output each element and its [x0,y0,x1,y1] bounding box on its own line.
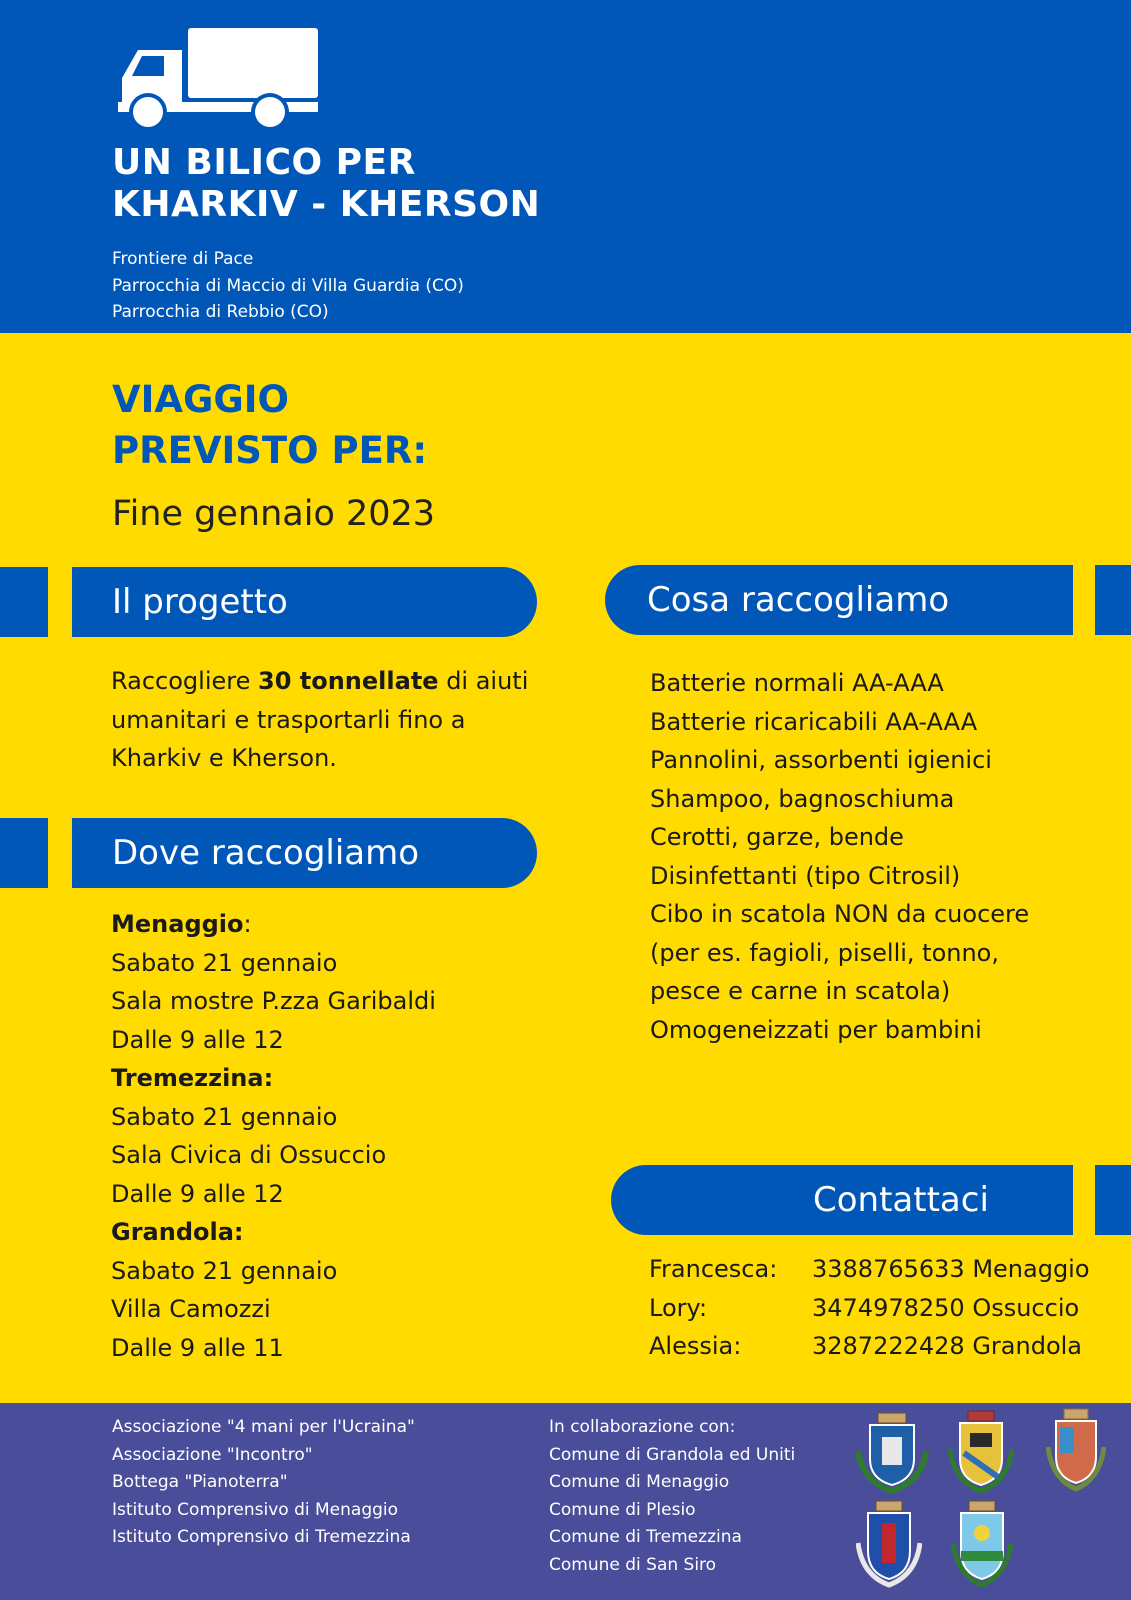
collect-list [650,664,1029,1049]
collect-item: Cerotti, garze, bende [650,823,904,851]
contact-info: 3474978250 Ossuccio [812,1293,1080,1322]
municipality: Comune di Plesio [549,1499,696,1520]
collect-heading: Cosa raccogliamo [605,565,1073,635]
location-hours: Dalle 9 alle 12 [111,1025,284,1054]
coat-of-arms-icon [951,1499,1013,1589]
coat-of-arms-icon [1046,1407,1106,1493]
organizer: Frontiere di Pace [112,249,254,269]
association: Associazione "4 mani per l'Ucraina" [112,1417,415,1437]
coat-of-arms-icon [856,1499,922,1589]
poster-title [112,142,540,226]
collaboration-list [549,1414,795,1579]
association: Istituto Comprensivo di Tremezzina [112,1527,411,1547]
trip-heading-line-2: PREVISTO PER: [112,429,428,472]
truck-icon [118,28,322,134]
project-text: Raccogliere [111,667,258,695]
location-town: Tremezzina [111,1064,264,1092]
coat-of-arms-icon [948,1409,1014,1495]
contact-row [649,1289,1090,1328]
collect-item: pesce e carne in scatola) [650,977,951,1005]
municipality: Comune di San Siro [549,1554,717,1575]
project-text: Kharkiv e Kherson. [111,744,337,772]
collect-item: Omogeneizzati per bambini [650,1015,982,1044]
collect-item: Disinfettanti (tipo Citrosil) [650,861,961,890]
project-description [111,662,528,778]
footer-band [0,1403,1131,1600]
location-place: Sala mostre P.zza Garibaldi [111,987,436,1015]
organizer: Parrocchia di Maccio di Villa Guardia (CO) [112,275,464,296]
contact-name: Francesca: [649,1255,778,1283]
title-line-1: UN BILICO PER [112,142,416,183]
contact-name: Alessia: [649,1332,742,1360]
location-date: Sabato 21 gennaio [111,948,338,977]
decor-stub [1095,1165,1131,1235]
contact-row [649,1327,1090,1366]
coat-of-arms-icon [852,1411,932,1495]
project-heading: Il progetto [72,567,537,637]
header-banner [0,0,1131,333]
location-hours: Dalle 9 alle 12 [111,1179,284,1208]
municipality: Comune di Tremezzina [549,1527,742,1547]
location-place: Villa Camozzi [111,1295,271,1323]
decor-stub [1095,565,1131,635]
municipality: Comune di Grandola ed Uniti [549,1444,796,1465]
locations-list: Menaggio: Sabato 21 gennaio Sala mostre P.zza Garibaldi Dalle 9 alle 12 Tremezzina: Sabato 21 gennaio Sala Civica di Ossuccio Dalle 9 alle 12 Grandola: Sabato 21 gennaio Villa Camozzi Dalle 9 alle 11 [111,905,436,1367]
organizer: Parrocchia di Rebbio (CO) [112,302,329,322]
where-heading: Dove raccogliamo [72,818,537,888]
trip-heading [112,374,427,476]
project-text: di aiuti [438,667,529,695]
trip-date: Fine gennaio 2023 [112,494,436,534]
contact-name: Lory: [649,1293,708,1322]
association: Associazione "Incontro" [112,1444,313,1465]
trip-heading-line-1: VIAGGIO [112,378,289,421]
collect-item: Batterie normali AA-AAA [650,669,944,697]
location-date: Sabato 21 gennaio [111,1256,338,1285]
decor-stub [0,567,48,637]
location-place: Sala Civica di Ossuccio [111,1141,387,1169]
location-hours: Dalle 9 alle 11 [111,1333,284,1362]
location-town: Menaggio [111,910,244,938]
location-date: Sabato 21 gennaio [111,1102,338,1131]
collect-item: Batterie ricaricabili AA-AAA [650,707,978,736]
association: Bottega "Pianoterra" [112,1472,288,1492]
collect-item: Pannolini, assorbenti igienici [650,746,992,774]
title-line-2: KHARKIV - KHERSON [112,184,541,225]
contact-info: 3287222428 Grandola [812,1332,1082,1360]
organizers-list [112,246,464,326]
associations-list [112,1414,415,1552]
municipality: Comune di Menaggio [549,1472,730,1492]
association: Istituto Comprensivo di Menaggio [112,1499,399,1520]
contact-row [649,1250,1090,1289]
location-town: Grandola [111,1218,234,1246]
contact-list [649,1250,1090,1366]
collect-item: (per es. fagioli, piselli, tonno, [650,938,999,967]
decor-stub [0,818,48,888]
collab-intro: In collaborazione con: [549,1417,736,1437]
project-highlight: 30 tonnellate [258,667,439,695]
collect-item: Cibo in scatola NON da cuocere [650,900,1030,928]
contact-heading: Contattaci [611,1165,1073,1235]
contact-info: 3388765633 Menaggio [812,1255,1090,1283]
collect-item: Shampoo, bagnoschiuma [650,784,955,813]
project-text: umanitari e trasportarli fino a [111,705,466,734]
